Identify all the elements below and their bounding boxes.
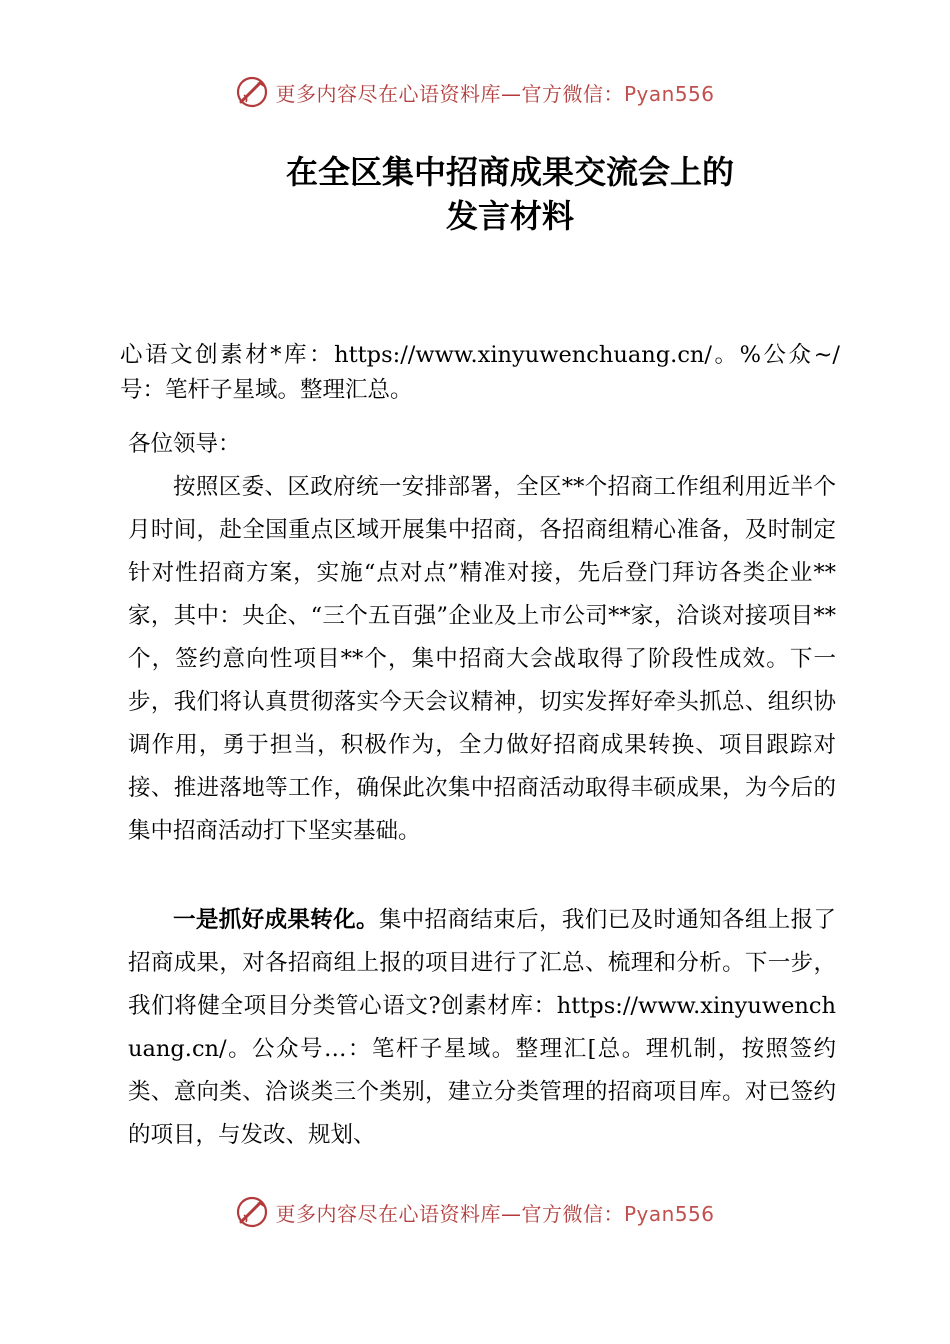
paragraph-body: 集中招商结束后，我们已及时通知各组上报了招商成果，对各招商组上报的项目进行了汇总、梳理和分析。下一步，我们将健全项目分类管心语文?创素材库：https://www.xinyuwenchuang.cn/。公众号…：笔杆子星域。整理汇[总。理机制，按照签约类、意向类、洽谈类三个类别，建立分类管理的招商项目库。对已签约的项目，与发改、规划、 [128,907,836,1148]
wechat-id: Pyan556 [623,81,715,106]
salutation: 各位领导： [128,431,241,457]
watermark-text: 更多内容尽在心语资料库—官方微信：Pyan556 [275,1201,715,1226]
document-title [0,150,950,238]
paragraph-intro: 按照区委、区政府统一安排部署，全区**个招商工作组利用近半个月时间，赴全国重点区域开展集中招商，各招商组精心准备，及时制定针对性招商方案，实施“点对点”精准对接，先后登门拜访各类企业**家，其中：央企、“三个五百强”企业及上市公司**家，洽谈对接项目**个，签约意向性项目**个，集中招商大会战取得了阶段性成效。下一步，我们将认真贯彻落实今天会议精神，切实发挥好牵头抓总、组织协调作用，勇于担当，积极作为，全力做好招商成果转换、项目跟踪对接、推进落地等工作，确保此次集中招商活动取得丰硕成果，为今后的集中招商活动打下坚实基础。 [128,474,836,844]
title-line-1: 在全区集中招商成果交流会上的 [285,153,734,191]
wechat-id: Pyan556 [623,1201,715,1226]
watermark-text: 更多内容尽在心语资料库—官方微信：Pyan556 [275,81,715,106]
paragraph-results-conversion [128,899,836,1157]
paragraph-lead-heading: 一是抓好成果转化。 [173,907,379,933]
brush-logo-icon [235,75,269,109]
source-note: 心语文创素材*库：https://www.xinyuwenchuang.cn/。%公众~/号：笔杆子星域。整理汇总。 [120,342,840,403]
title-line-2: 发言材料 [445,197,574,235]
brush-logo-icon [235,1195,269,1229]
footer-watermark-banner [0,1192,950,1232]
header-watermark-banner [0,72,950,112]
